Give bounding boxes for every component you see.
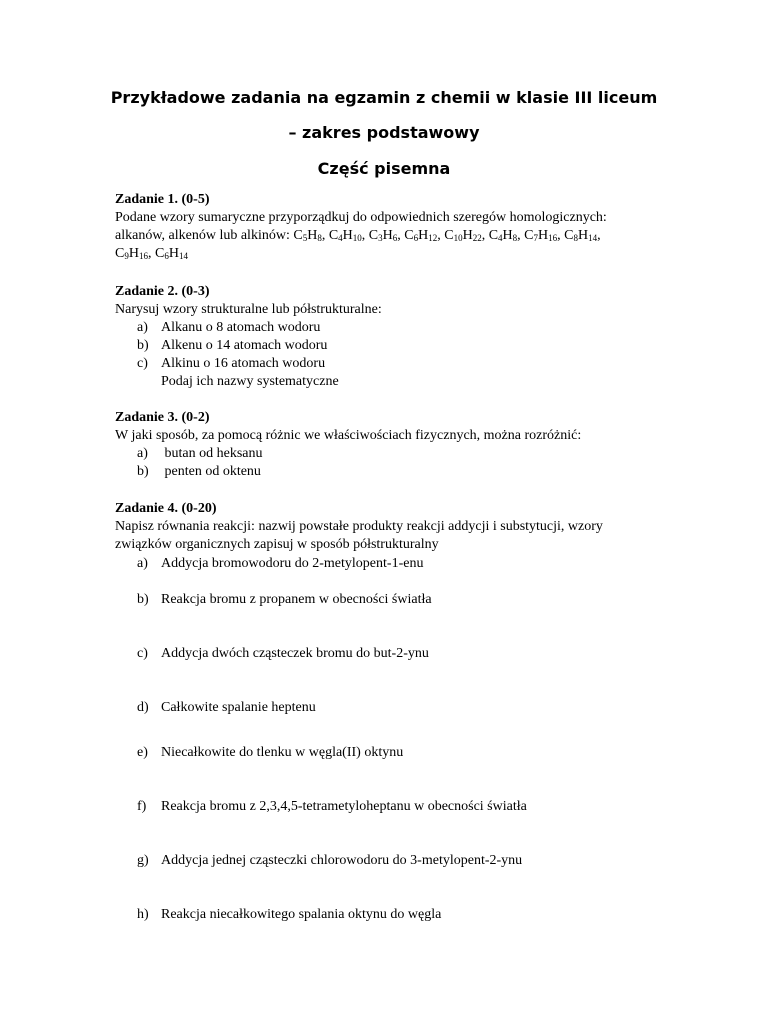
list-item	[137, 355, 325, 373]
list-item	[137, 645, 429, 663]
list-marker: d)	[137, 700, 149, 715]
list-item-text: Addycja bromowodoru do 2-metylopent-1-enu	[161, 556, 424, 571]
chemical-formula: $C_7H_{16}$	[524, 228, 558, 243]
list-item-text: Alkenu o 14 atomach wodoru	[161, 338, 328, 353]
list-item-text: Niecałkowite do tlenku w węgla(II) oktynu	[161, 745, 404, 760]
chemical-formula: $C_6H_{12}$	[404, 228, 438, 243]
task-4-heading: Zadanie 4. (0-20)	[115, 501, 217, 516]
chemical-formula: $C_8H_{14}$	[564, 228, 598, 243]
list-item	[137, 445, 262, 463]
list-item-text: penten od oktenu	[161, 464, 261, 479]
chemical-formula: $C_4H_{10}$	[328, 228, 362, 243]
list-item-text: Addycja jednej cząsteczki chlorowodoru do 3-metylopent-2-ynu	[161, 853, 523, 868]
list-item-text: butan od heksanu	[161, 446, 263, 461]
list-item-text: Reakcja niecałkowitego spalania oktynu do węgla	[161, 907, 442, 922]
chemical-formula: $C_4H_8$	[488, 228, 518, 243]
list-marker: e)	[137, 745, 148, 760]
list-item	[137, 337, 327, 355]
list-marker: a)	[137, 320, 148, 335]
task-3	[115, 409, 675, 445]
task-1-instruction: Podane wzory sumaryczne przyporządkuj do odpowiednich szeregów homologicznych:	[115, 210, 607, 225]
task-1-heading: Zadanie 1. (0-5)	[115, 192, 210, 207]
chemical-formula: $C_5H_8$	[293, 228, 322, 243]
task-4	[115, 500, 675, 554]
chemical-formula: $C_{10}H_{22}$	[444, 228, 482, 243]
chemical-formula: $C_9H_{16}$	[115, 246, 148, 261]
list-marker: c)	[137, 356, 148, 371]
list-item	[137, 591, 432, 609]
list-marker: b)	[137, 338, 149, 353]
task-1-formulas-continued	[115, 245, 675, 263]
task-2-heading: Zadanie 2. (0-3)	[115, 284, 210, 299]
task-2-note	[137, 373, 339, 391]
list-item	[137, 852, 522, 870]
task-2-instruction: Narysuj wzory strukturalne lub półstrukturalne:	[115, 302, 382, 317]
note-text: Podaj ich nazwy systematyczne	[161, 374, 339, 389]
document-title: Przykładowe zadania na egzamin z chemii w klasie III liceum	[110, 88, 658, 107]
formula-list: $C_9H_{16}$, $C_6H_{14}$	[115, 246, 188, 261]
list-item	[137, 555, 423, 573]
task-3-instruction: W jaki sposób, za pomocą różnic we właściwościach fizycznych, można rozróżnić:	[115, 428, 582, 443]
document-subtitle: – zakres podstawowy	[288, 123, 480, 142]
list-marker: b)	[137, 464, 149, 479]
list-item-text: Reakcja bromu z propanem w obecności światła	[161, 592, 432, 607]
list-marker: a)	[137, 446, 148, 461]
list-marker: f)	[137, 799, 147, 814]
list-item	[137, 319, 320, 337]
list-item	[137, 699, 316, 717]
task-4-instruction: Napisz równania reakcji: nazwij powstałe produkty reakcji addycji i substytucji, wzory	[115, 519, 603, 534]
list-item-text: Addycja dwóch cząsteczek bromu do but-2-ynu	[161, 646, 429, 661]
list-marker: b)	[137, 592, 149, 607]
list-item-text: Alkinu o 16 atomach wodoru	[161, 356, 326, 371]
list-marker: c)	[137, 646, 148, 661]
task-2	[115, 283, 675, 319]
list-marker: a)	[137, 556, 148, 571]
task-1-formulas-prefix: alkanów, alkenów lub alkinów:	[115, 228, 294, 243]
task-1-formulas	[115, 227, 675, 245]
list-item	[137, 744, 403, 762]
list-marker: g)	[137, 853, 149, 868]
list-item-text: Reakcja bromu z 2,3,4,5-tetrametyloheptanu w obecności światła	[161, 799, 527, 814]
list-marker: h)	[137, 907, 149, 922]
chemical-formula: $C_3H_6$	[368, 228, 398, 243]
section-title: Część pisemna	[317, 159, 451, 178]
list-item	[137, 798, 527, 816]
list-item-text: Całkowite spalanie heptenu	[161, 700, 316, 715]
task-3-heading: Zadanie 3. (0-2)	[115, 410, 210, 425]
list-item	[137, 906, 441, 924]
list-item-text: Alkanu o 8 atomach wodoru	[161, 320, 321, 335]
chemical-formula: $C_6H_{14}$	[154, 246, 188, 261]
task-1	[115, 191, 675, 263]
formula-list: $C_5H_8$, $C_4H_{10}$, $C_3H_6$, $C_6H_{12}$, $C_{10}H_{22}$, $C_4H_8$, $C_7H_{16}$, $C_8H_{14}$,	[293, 228, 601, 243]
task-4-instruction-continued: związków organicznych zapisuj w sposób półstrukturalny	[115, 537, 439, 552]
list-item	[137, 463, 261, 481]
